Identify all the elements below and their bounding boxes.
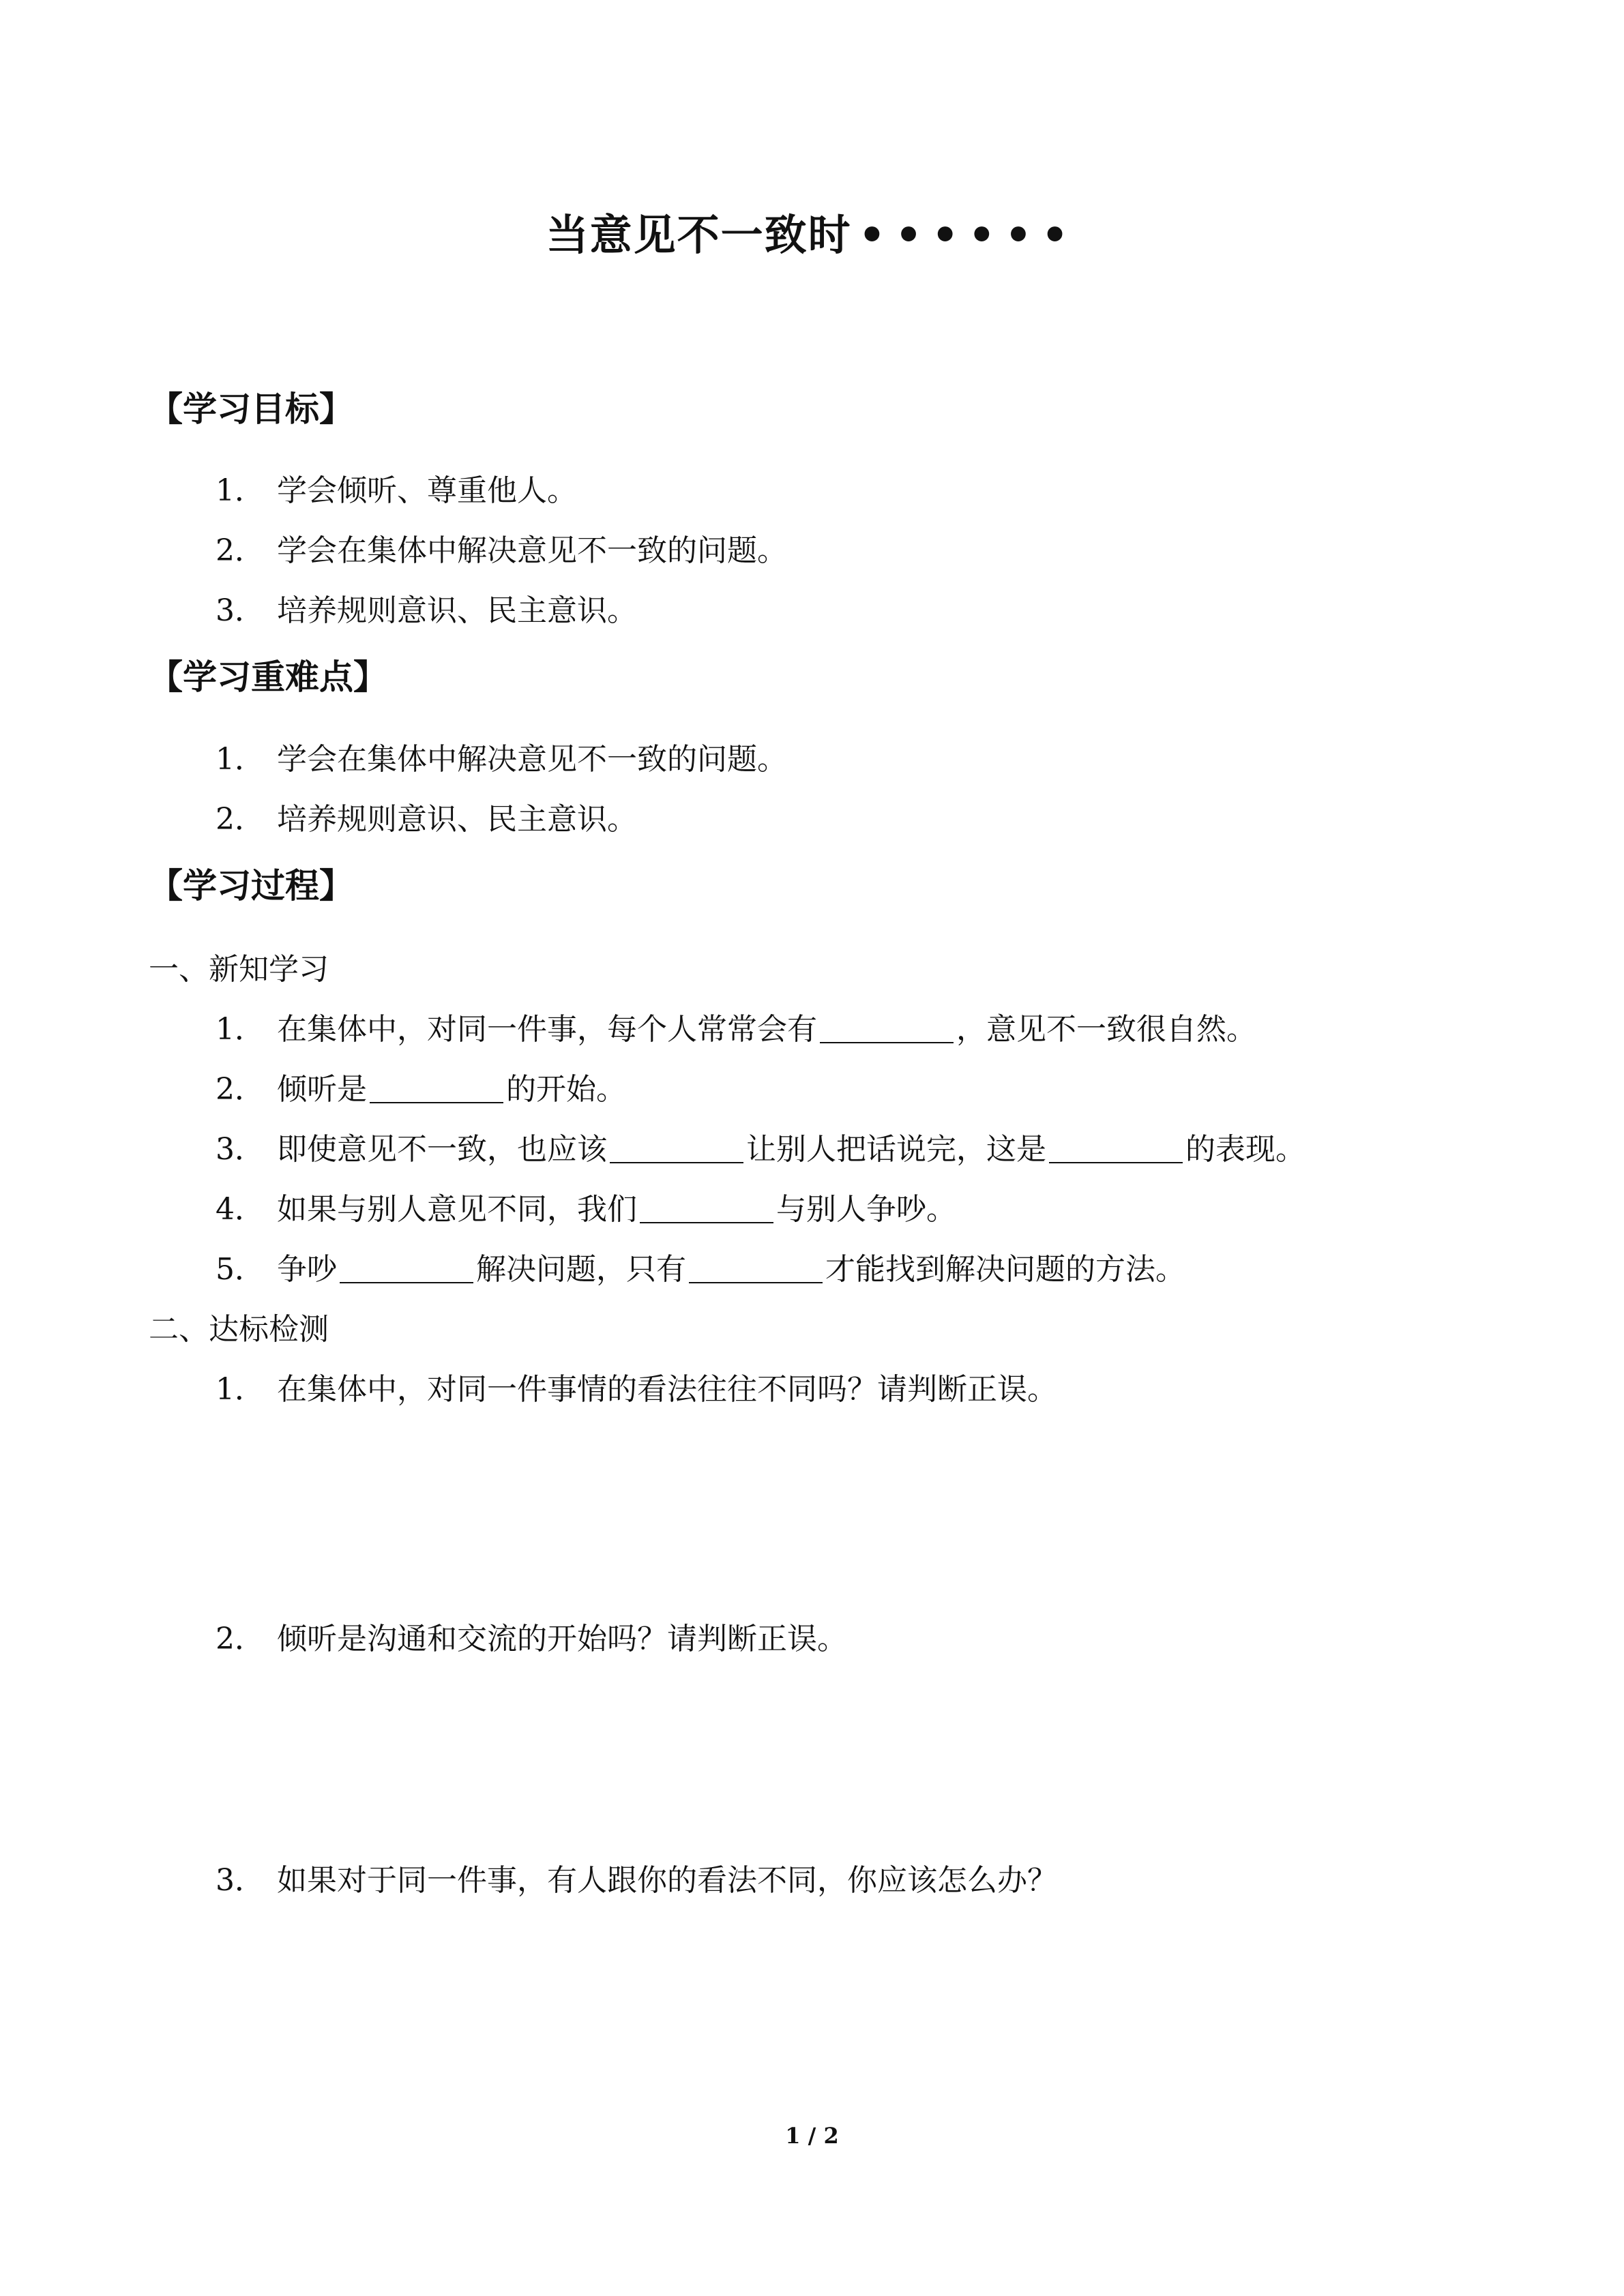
fill-blank-number: 2．: [216, 1072, 265, 1107]
fill-blank-number: 5．: [216, 1252, 265, 1287]
title-dots: ••••••: [858, 210, 1078, 260]
fill-blank-number: 1．: [216, 1012, 265, 1047]
fill-blank-text: 让别人把话说完，这是: [746, 1132, 1046, 1167]
check-question: [216, 1860, 1057, 1901]
goal-item: [216, 471, 577, 511]
goal-item: [216, 531, 787, 571]
check-label: 二、达标检测: [149, 1312, 329, 1347]
fill-blank-text: ，意见不一致很自然。: [956, 1012, 1256, 1047]
goal-item: [216, 591, 637, 631]
key-points-heading: 【学习重难点】: [149, 657, 387, 697]
fill-blank-item: [216, 1129, 1305, 1170]
fill-blank-text: 才能找到解决问题的方法。: [825, 1252, 1185, 1287]
goal-item-text: 培养规则意识、民主意识。: [277, 593, 637, 628]
goals-heading: 【学习目标】: [149, 389, 353, 429]
check-question: [216, 1369, 1057, 1410]
answer-blank[interactable]: [610, 1133, 743, 1163]
page-title: [0, 205, 1624, 266]
answer-blank[interactable]: [820, 1013, 954, 1043]
fill-blank-text: 的表现。: [1185, 1132, 1305, 1167]
key-point-number: 2．: [216, 802, 265, 837]
key-point-item: [216, 799, 637, 840]
process-heading: 【学习过程】: [149, 866, 353, 906]
goal-item-text: 学会在集体中解决意见不一致的问题。: [277, 533, 787, 568]
key-point-text: 培养规则意识、民主意识。: [277, 802, 637, 837]
answer-blank[interactable]: [370, 1073, 503, 1103]
check-question-text: 如果对于同一件事，有人跟你的看法不同，你应该怎么办？: [277, 1863, 1057, 1898]
goal-item-number: 2．: [216, 533, 265, 568]
goal-item-text: 学会倾听、尊重他人。: [277, 473, 577, 508]
check-question-text: 在集体中，对同一件事情的看法往往不同吗？请判断正误。: [277, 1372, 1057, 1407]
key-point-text: 学会在集体中解决意见不一致的问题。: [277, 742, 787, 777]
title-text: 当意见不一致时: [546, 210, 852, 260]
page-number: 1 / 2: [785, 2123, 839, 2149]
answer-blank[interactable]: [1049, 1133, 1183, 1163]
check-question-text: 倾听是沟通和交流的开始吗？请判断正误。: [277, 1622, 847, 1656]
fill-blank-number: 4．: [216, 1192, 265, 1227]
fill-blank-text: 在集体中，对同一件事，每个人常常会有: [277, 1012, 817, 1047]
answer-blank[interactable]: [689, 1253, 823, 1283]
fill-blank-text: 与别人争吵。: [776, 1192, 956, 1227]
check-question-number: 3．: [216, 1863, 265, 1898]
fill-blank-text: 即使意见不一致，也应该: [277, 1132, 607, 1167]
fill-blank-item: [216, 1069, 626, 1110]
fill-blank-text: 如果与别人意见不同，我们: [277, 1192, 637, 1227]
check-question: [216, 1619, 847, 1660]
fill-blank-item: [216, 1249, 1185, 1290]
new-knowledge-label: 一、新知学习: [149, 952, 329, 987]
check-question-number: 1．: [216, 1372, 265, 1407]
fill-blank-item: [216, 1189, 956, 1230]
answer-blank[interactable]: [340, 1253, 473, 1283]
fill-blank-text: 倾听是: [277, 1072, 367, 1107]
fill-blank-text: 解决问题，只有: [476, 1252, 686, 1287]
fill-blank-text: 的开始。: [506, 1072, 626, 1107]
goal-item-number: 3．: [216, 593, 265, 628]
fill-blank-number: 3．: [216, 1132, 265, 1167]
fill-blank-text: 争吵: [277, 1252, 337, 1287]
key-point-item: [216, 739, 787, 780]
fill-blank-item: [216, 1009, 1256, 1050]
answer-blank[interactable]: [640, 1193, 773, 1223]
goal-item-number: 1．: [216, 473, 265, 508]
key-point-number: 1．: [216, 742, 265, 777]
check-question-number: 2．: [216, 1622, 265, 1656]
